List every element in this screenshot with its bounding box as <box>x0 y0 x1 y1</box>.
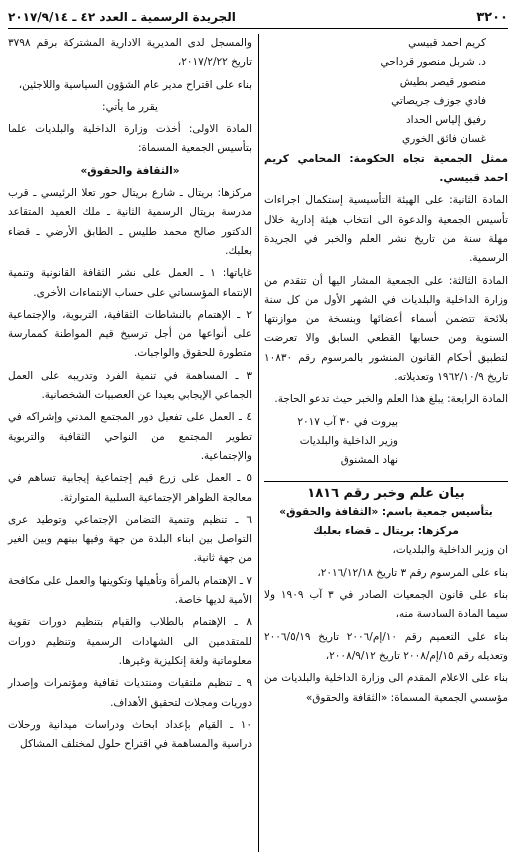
column-divider <box>258 34 259 852</box>
goal-item: ٥ ـ العمل على زرع قيم إجتماعية إيجابية تساهم في معالجة الظواهر الإجتماعية السلبية المتوارثة. <box>8 472 252 504</box>
goal-item: ٨ ـ الإهتمام بالطلاب والقيام بتنظيم دورات تقوية للمتقدمين الى الشهادات الرسمية وتنظيم دورات معلوماتية ولغة إنكليزية وغيرها. <box>8 616 252 667</box>
goal-item: ٦ ـ تنظيم وتنمية التضامن الإجتماعي وتوطيد عرى التواصل بين ابناء البلدة من جهة وفيها بينهم وبين الغير من جهة ثانية. <box>8 513 252 565</box>
article-1: المادة الاولى: أخذت وزارة الداخلية والبلديات علما بتأسيس الجمعية المسماة: <box>8 123 252 155</box>
article-2: المادة الثانية: على الهيئة التأسيسية إستكمال اجراءات تأسيس الجمعية والدعوة الى انتخاب هيئة إدارية خلال مهلة سنة من تاريخ نشر العلم والخبر في الجريدة الرسمية. <box>264 194 508 265</box>
goal-item: ٩ ـ تنظيم ملتقيات ومنتديات ثقافية ومؤتمرات وإصدار دوريات ومجلات لتحقيق الأهداف. <box>8 677 252 709</box>
notice-title: بيان علم وخبر رقم ١٨١٦ <box>264 481 508 503</box>
notice-location: مركزها: بريتال ـ قضاء بعلبك <box>313 525 459 538</box>
representative: ممثل الجمعية تجاه الحكومة: المحامي كريم احمد قبيسي. <box>264 152 508 185</box>
founder-name: رفيق إلياس الحداد <box>406 114 486 127</box>
founder-name: د. شربل منصور قرداحي <box>380 56 486 69</box>
founder-name: منصور قيصر بطيش <box>399 75 486 88</box>
right-column <box>264 34 508 852</box>
goal-item: ٣ ـ المساهمة في تنمية الفرد وتدريبه على العمل الجماعي الإيجابي بعيدا عن العصبيات الشخصانية. <box>8 369 252 402</box>
notice-subtitle: بتأسيس جمعية باسم: «الثقافة والحقوق» <box>279 505 493 518</box>
goal-item: ٧ ـ الإهتمام بالمرأة وتأهيلها وتكوينها والعمل على مكافحة الأمية لديها خاصة. <box>8 574 252 607</box>
decides: يقرر ما يأتي: <box>102 100 158 113</box>
intro-line: بناء على المرسوم رقم ٣ تاريخ ٢٠١٦/١٢/١٨، <box>317 566 508 579</box>
article-3: المادة الثالثة: على الجمعية المشار اليها أن تتقدم من وزارة الداخلية والبلديات في الشهر الأول من كل سنة بلائحة تتضمن أسماء أعضائها وبنسخة من موازنتها السنوية ومن حسابها القطعي السابق والا تعرضت لتطبيق أحكام القانون المنشور بالمرسوم رقم ١٠٨٣٠ تاريخ ١٩٦٢/١٠/٩ وتعديلاته. <box>264 274 508 384</box>
intro-line: بناء على قانون الجمعيات الصادر في ٣ آب ١٩٠٩ ولا سيما المادة السادسة منه، <box>264 589 508 621</box>
signature-title: وزير الداخلية والبلديات <box>299 434 398 447</box>
proposal: بناء على اقتراح مدير عام الشؤون السياسية واللاجئين، <box>18 78 252 91</box>
association-name: «الثقافة والحقوق» <box>80 164 180 177</box>
founder-name: غسان فائق الخوري <box>402 133 486 146</box>
intro-line: ان وزير الداخلية والبلديات، <box>392 544 508 557</box>
article-4: المادة الرابعة: يبلغ هذا العلم والخبر حيث تدعو الحاجة. <box>274 393 508 406</box>
intro-line: بناء على الاعلام المقدم الى وزارة الداخلية والبلديات من مؤسسي الجمعية المسماة: «الثقافة والحقوق» <box>264 672 508 704</box>
page-header <box>8 6 508 29</box>
goal-item: ٢ ـ الإهتمام بالنشاطات الثقافية، التربوية، والإجتماعية على أنواعها من أجل ترسيخ قيم المواطنة كممارسة متطورة للحقوق والواجبات. <box>8 308 252 360</box>
signature-date: بيروت في ٣٠ آب ٢٠١٧ <box>297 415 398 428</box>
goal-item: غاياتها: ١ ـ العمل على نشر الثقافة القانونية وتنمية الإنتماء المؤسساتي على حساب الإنتماءات الأخرى. <box>8 267 252 299</box>
headquarters: مركزها: بريتال ـ شارع بريتال حور تعلا الرئيسي ـ قرب مدرسة بريتال الرسمية الثانية ـ ملك العميد المتقاعد الدكتور صالح محمد طليس ـ الطابق الأرضي ـ قضاء بعلبك. <box>8 187 252 257</box>
signature-name: نهاد المشنوق <box>340 454 398 467</box>
founder-name: كريم احمد قبيسي <box>408 37 486 49</box>
registration: والمسجل لدى المديرية الادارية المشتركة برقم ٣٧٩٨ تاريخ ٢٠١٧/٢/٢٢، <box>8 37 252 69</box>
goal-item: ٤ ـ العمل على تفعيل دور المجتمع المدني وإشراكه في تطوير المجتمع من النواحي الثقافية والتربوية والإجتماعية. <box>8 411 252 462</box>
intro-line: بناء على التعميم رقم ١٠/إم/٢٠٠٦ تاريخ ٢٠٠٦/٥/١٩ وتعديله رقم ١٥/إم/٢٠٠٨ تاريخ ٢٠٠٨/٩/١٢، <box>264 630 508 662</box>
left-column <box>8 34 252 852</box>
goal-item: ١٠ ـ القيام بإعداد ابحاث ودراسات ميدانية ورحلات دراسية والمساهمة في اقتراح حلول لمختلف المشاكل <box>8 718 252 751</box>
founder-name: فادي جوزف جريصاتي <box>391 94 486 107</box>
page-number: ٣٢٠٠ <box>476 9 508 25</box>
signature-block <box>264 413 508 471</box>
issue-info: الجريدة الرسمية ـ العدد ٤٢ ـ ٢٠١٧/٩/١٤ <box>8 10 236 24</box>
